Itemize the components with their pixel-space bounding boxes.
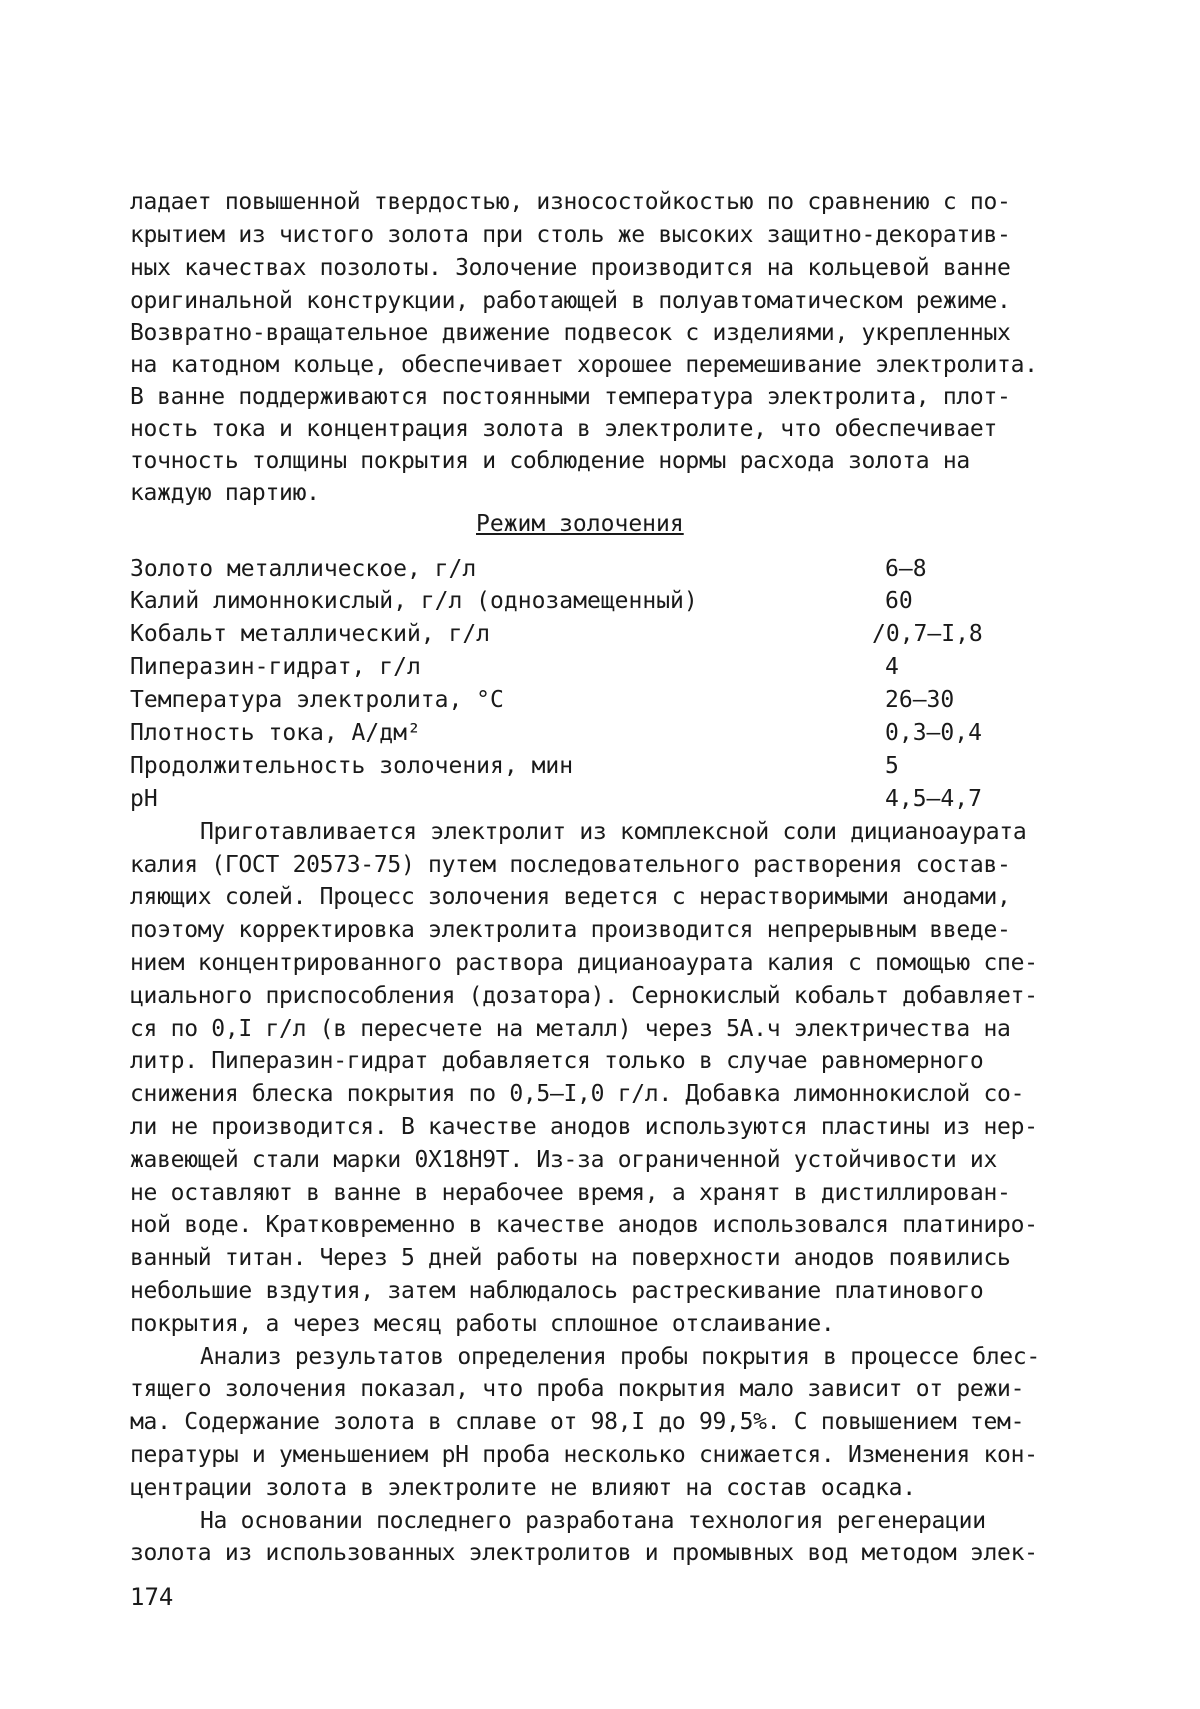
text-line: оригинальной конструкции, работающей в полуавтоматическом режиме. — [130, 288, 1011, 314]
text-line: не оставляют в ванне в нерабочее время, а хранят в дистиллирован- — [130, 1180, 1011, 1206]
section-heading: Режим золочения — [476, 511, 684, 537]
table-row — [130, 553, 1010, 585]
table-value: 4 — [885, 654, 899, 680]
table-row — [130, 684, 1010, 716]
text-line: ляющих солей. Процесс золочения ведется с нерастворимыми анодами, — [130, 884, 1011, 910]
text-line: ность тока и концентрация золота в электролите, что обеспечивает — [130, 416, 998, 442]
text-line: В ванне поддерживаются постоянными температура электролита, плот- — [130, 384, 1011, 410]
text-line: пературы и уменьшением рН проба несколько снижается. Изменения кон- — [130, 1442, 1038, 1468]
table-param: Плотность тока, А/дм² — [130, 720, 421, 746]
text-line: каждую партию. — [130, 480, 320, 506]
text-line: ли не производится. В качестве анодов используются пластины из нер- — [130, 1114, 1038, 1140]
table-value: 5 — [885, 753, 899, 779]
table-value: 0,3–0,4 — [885, 720, 982, 746]
text-line: поэтому корректировка электролита производится непрерывным введе- — [130, 917, 1011, 943]
text-line: небольшие вздутия, затем наблюдалось растрескивание платинового — [130, 1278, 984, 1304]
text-line: жавеющей стали марки 0Х18Н9Т. Из-за ограниченной устойчивости их — [130, 1147, 998, 1173]
text-line: литр. Пиперазин-гидрат добавляется только в случае равномерного — [130, 1048, 984, 1074]
table-value: /0,7–I,8 — [872, 621, 983, 647]
table-row — [130, 717, 1010, 749]
table-value: 60 — [885, 588, 913, 614]
page-number: 174 — [130, 1583, 174, 1611]
text-line: На основании последнего разработана технология регенерации — [200, 1508, 986, 1534]
text-line: Возвратно-вращательное движение подвесок с изделиями, укрепленных — [130, 320, 1011, 346]
table-value: 26–30 — [885, 687, 955, 713]
text-line: точность толщины покрытия и соблюдение нормы расхода золота на — [130, 448, 970, 474]
text-line: снижения блеска покрытия по 0,5–I,0 г/л. Добавка лимоннокислой со- — [130, 1081, 1025, 1107]
table-param: Кобальт металлический, г/л — [130, 621, 491, 647]
table-row — [130, 783, 1010, 815]
table-param: рН — [130, 786, 158, 812]
text-line: ной воде. Кратковременно в качестве анодов использовался платиниро- — [130, 1212, 1038, 1238]
text-line: циального приспособления (дозатора). Сернокислый кобальт добавляет- — [130, 983, 1038, 1009]
text-line: центрации золота в электролите не влияют на состав осадка. — [130, 1475, 916, 1501]
table-param: Продолжительность золочения, мин — [130, 753, 574, 779]
text-line: ных качествах позолоты. Золочение производится на кольцевой ванне — [130, 255, 1011, 281]
text-line: ся по 0,I г/л (в пересчете на металл) через 5А.ч электричества на — [130, 1016, 1011, 1042]
table-row — [130, 585, 1010, 617]
text-line: ма. Содержание золота в сплаве от 98,I до 99,5%. С повышением тем- — [130, 1409, 1025, 1435]
text-line: золота из использованных электролитов и промывных вод методом элек- — [130, 1540, 1038, 1566]
table-param: Пиперазин-гидрат, г/л — [130, 654, 421, 680]
text-line: нием концентрированного раствора дицианоаурата калия с помощью спе- — [130, 950, 1038, 976]
table-param: Температура электролита, °С — [130, 687, 504, 713]
text-line: Приготавливается электролит из комплексной соли дицианоаурата — [200, 819, 1027, 845]
text-line: на катодном кольце, обеспечивает хорошее перемешивание электролита. — [130, 352, 1038, 378]
table-row — [130, 750, 1010, 782]
table-param: Калий лимоннокислый, г/л (однозамещенный) — [130, 588, 698, 614]
text-line: ладает повышенной твердостью, износостойкостью по сравнению с по- — [130, 189, 1011, 215]
table-row — [130, 618, 1010, 650]
table-value: 6–8 — [885, 556, 927, 582]
text-line: ванный титан. Через 5 дней работы на поверхности анодов появились — [130, 1245, 1011, 1271]
text-line: Анализ результатов определения пробы покрытия в процессе блес- — [200, 1344, 1040, 1370]
text-line: калия (ГОСТ 20573-75) путем последовательного растворения состав- — [130, 852, 1011, 878]
table-param: Золото металлическое, г/л — [130, 556, 477, 582]
table-value: 4,5–4,7 — [885, 786, 982, 812]
text-line: крытием из чистого золота при столь же высоких защитно-декоратив- — [130, 222, 1011, 248]
text-line: тящего золочения показал, что проба покрытия мало зависит от режи- — [130, 1376, 1025, 1402]
text-line: покрытия, а через месяц работы сплошное отслаивание. — [130, 1311, 835, 1337]
table-row — [130, 651, 1010, 683]
